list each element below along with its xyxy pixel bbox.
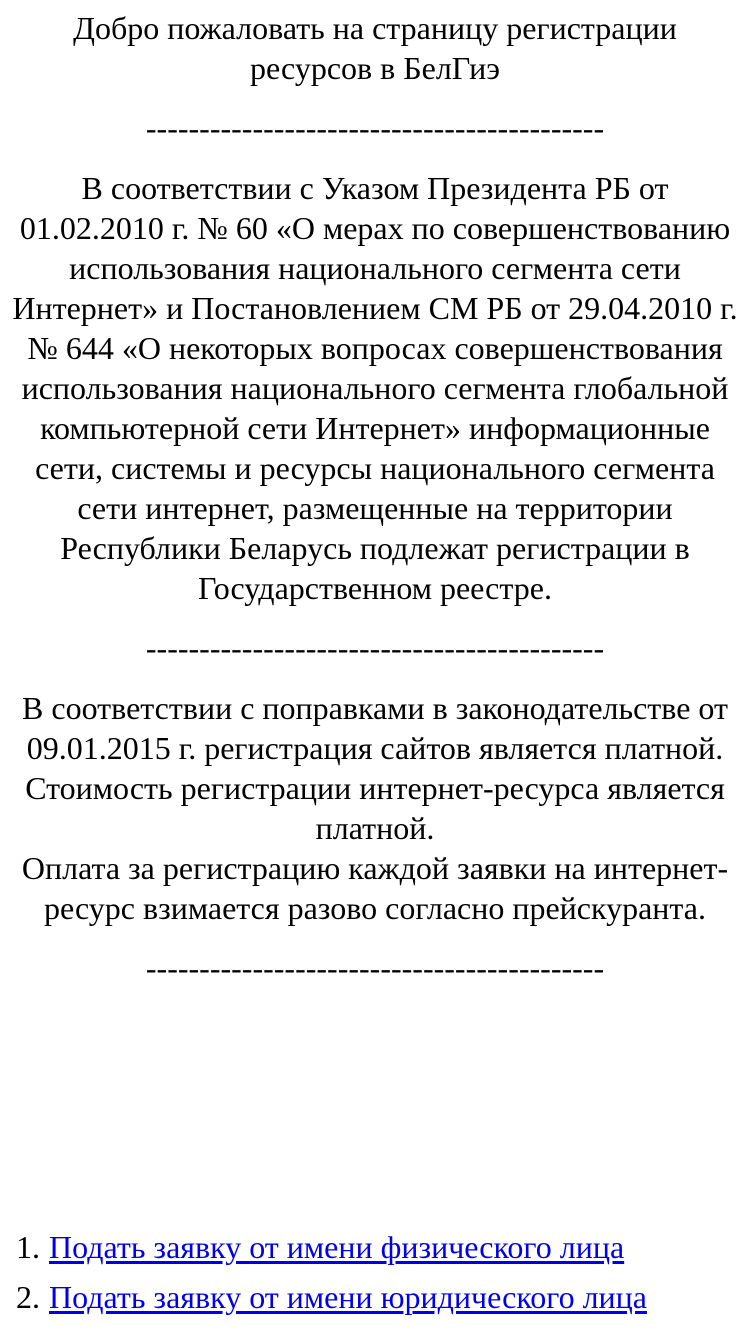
- legal-notice-paragraph: В соответствии с Указом Президента РБ от 01.02.2010 г. № 60 «О мерах по совершенствованию использования национального сегмента сети Интернет» и Постановлением СМ РБ от 29.04.2010 г. № 644 «О некоторых вопросах совершенствования использования национального сегмента глобальной компьютерной сети Интернет» информационные сети, системы и ресурсы национального сегмента сети интернет, размещенные на территории Республики Беларусь подлежат регистрации в Государственном реестре.: [12, 170, 738, 606]
- legal-entity-application-link[interactable]: Подать заявку от имени юридического лица: [49, 1279, 647, 1315]
- payment-notice-line-2: Стоимость регистрации интернет-ресурса является платной.: [25, 770, 725, 846]
- separator-3: -------------------------------------------: [145, 950, 605, 986]
- payment-notice-line-3: Оплата за регистрацию каждой заявки на интернет-ресурс взимается разово согласно прейскуранта.: [21, 850, 729, 926]
- page-title: Добро пожаловать на страницу регистрации ресурсов в БелГиэ: [73, 10, 677, 86]
- application-links-list: [0, 1225, 647, 1325]
- list-item-number: 2.: [16, 1279, 40, 1315]
- list-item-number: 1.: [16, 1229, 40, 1265]
- individual-application-link[interactable]: Подать заявку от имени физического лица: [49, 1229, 625, 1265]
- list-item: [0, 1225, 647, 1275]
- separator-1: -------------------------------------------: [145, 110, 605, 146]
- separator-2: -------------------------------------------: [145, 630, 605, 666]
- payment-notice-line-1: В соответствии с поправками в законодательстве от 09.01.2015 г. регистрация сайтов является платной.: [22, 690, 728, 766]
- payment-notice: [0, 688, 750, 928]
- list-item: [0, 1275, 647, 1325]
